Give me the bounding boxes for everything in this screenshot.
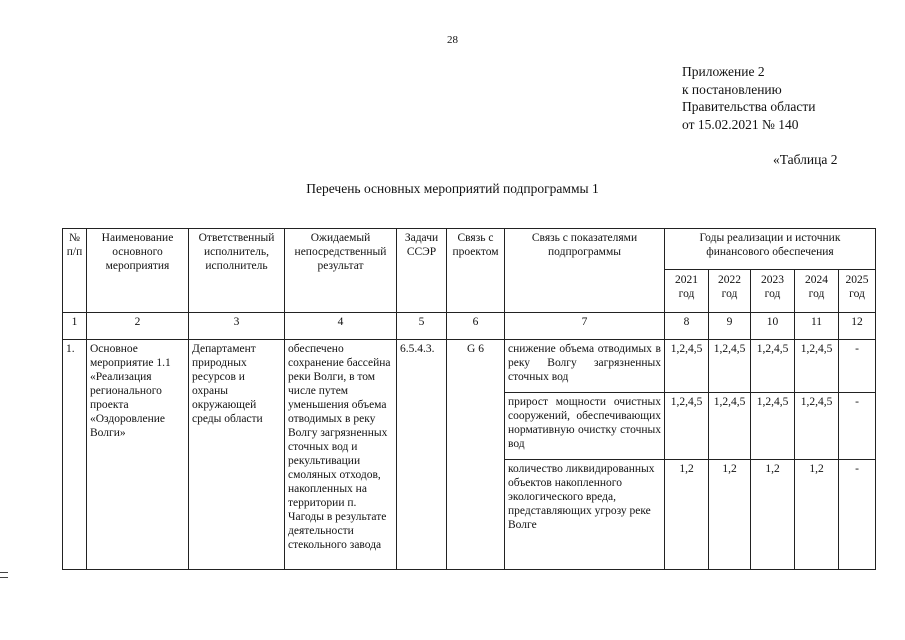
header-row xyxy=(63,229,876,270)
year-header: 2025 год xyxy=(839,269,876,312)
header-tasks: Задачи ССЭР xyxy=(397,229,447,313)
indicator-value: 1,2 xyxy=(665,460,709,570)
expected-result: обеспечено сохранение бассейна реки Волги, в том числе путем уменьшения объема отводимых в реку Волгу загрязненных сточных вод и рекультивации смоляных отходов, накопленных на территории п. Чагоды в результате деятельности стекольного завода xyxy=(285,340,397,570)
column-number: 6 xyxy=(447,313,505,340)
appendix-line: от 15.02.2021 № 140 xyxy=(682,116,799,132)
header-num: № п/п xyxy=(63,229,87,313)
column-number: 4 xyxy=(285,313,397,340)
column-number: 9 xyxy=(709,313,751,340)
header-expected-result: Ожидаемый непосредственный результат xyxy=(285,229,397,313)
appendix-header xyxy=(682,63,815,133)
measure-name: Основное мероприятие 1.1 «Реализация регионального проекта «Оздоровление Волги» xyxy=(87,340,189,570)
column-numbers-row xyxy=(63,313,876,340)
appendix-line: Приложение 2 xyxy=(682,64,765,79)
row-number: 1. xyxy=(63,340,87,570)
page-title: Перечень основных мероприятий подпрограммы 1 xyxy=(306,181,599,196)
indicator-value: 1,2,4,5 xyxy=(751,393,795,460)
header-responsible: Ответственный исполнитель, исполнитель xyxy=(189,229,285,313)
indicator-text: снижение объема отводимых в реку Волгу загрязненных сточных вод xyxy=(505,340,665,393)
header-project: Связь с проектом xyxy=(447,229,505,313)
column-number: 3 xyxy=(189,313,285,340)
margin-mark xyxy=(0,568,8,582)
column-number: 5 xyxy=(397,313,447,340)
indicator-value: - xyxy=(839,340,876,393)
table-label: «Таблица 2 xyxy=(773,152,838,167)
responsible-executor: Департамент природных ресурсов и охраны окружающей среды области xyxy=(189,340,285,570)
indicator-value: - xyxy=(839,460,876,570)
column-number: 7 xyxy=(505,313,665,340)
indicator-value: 1,2,4,5 xyxy=(795,340,839,393)
column-number: 10 xyxy=(751,313,795,340)
indicator-text: количество ликвидированных объектов накопленного экологического вреда, представляющих угрозу реке Волге xyxy=(505,460,665,570)
appendix-line: к постановлению xyxy=(682,81,782,97)
indicator-value: 1,2,4,5 xyxy=(709,340,751,393)
indicator-text: прирост мощности очистных сооружений, обеспечивающих нормативную очистку сточных вод xyxy=(505,393,665,460)
indicator-value: 1,2,4,5 xyxy=(795,393,839,460)
indicator-value: - xyxy=(839,393,876,460)
header-years-group: Годы реализации и источник финансового обеспечения xyxy=(665,229,876,270)
indicator-value: 1,2,4,5 xyxy=(709,393,751,460)
page-number: 28 xyxy=(447,34,458,46)
column-number: 12 xyxy=(839,313,876,340)
year-header: 2022 год xyxy=(709,269,751,312)
year-header: 2021 год xyxy=(665,269,709,312)
table-row xyxy=(63,340,876,393)
appendix-line: Правительства области xyxy=(682,99,816,114)
column-number: 2 xyxy=(87,313,189,340)
column-number: 8 xyxy=(665,313,709,340)
ssep-tasks: 6.5.4.3. xyxy=(397,340,447,570)
indicator-value: 1,2 xyxy=(709,460,751,570)
column-number: 1 xyxy=(63,313,87,340)
indicator-value: 1,2,4,5 xyxy=(665,393,709,460)
project-link: G 6 xyxy=(447,340,505,570)
year-header: 2024 год xyxy=(795,269,839,312)
indicator-value: 1,2 xyxy=(751,460,795,570)
header-name: Наименование основного мероприятия xyxy=(87,229,189,313)
measures-table xyxy=(62,228,876,570)
indicator-value: 1,2 xyxy=(795,460,839,570)
column-number: 11 xyxy=(795,313,839,340)
indicator-value: 1,2,4,5 xyxy=(665,340,709,393)
header-indicators: Связь с показателями подпрограммы xyxy=(505,229,665,313)
year-header: 2023 год xyxy=(751,269,795,312)
indicator-value: 1,2,4,5 xyxy=(751,340,795,393)
